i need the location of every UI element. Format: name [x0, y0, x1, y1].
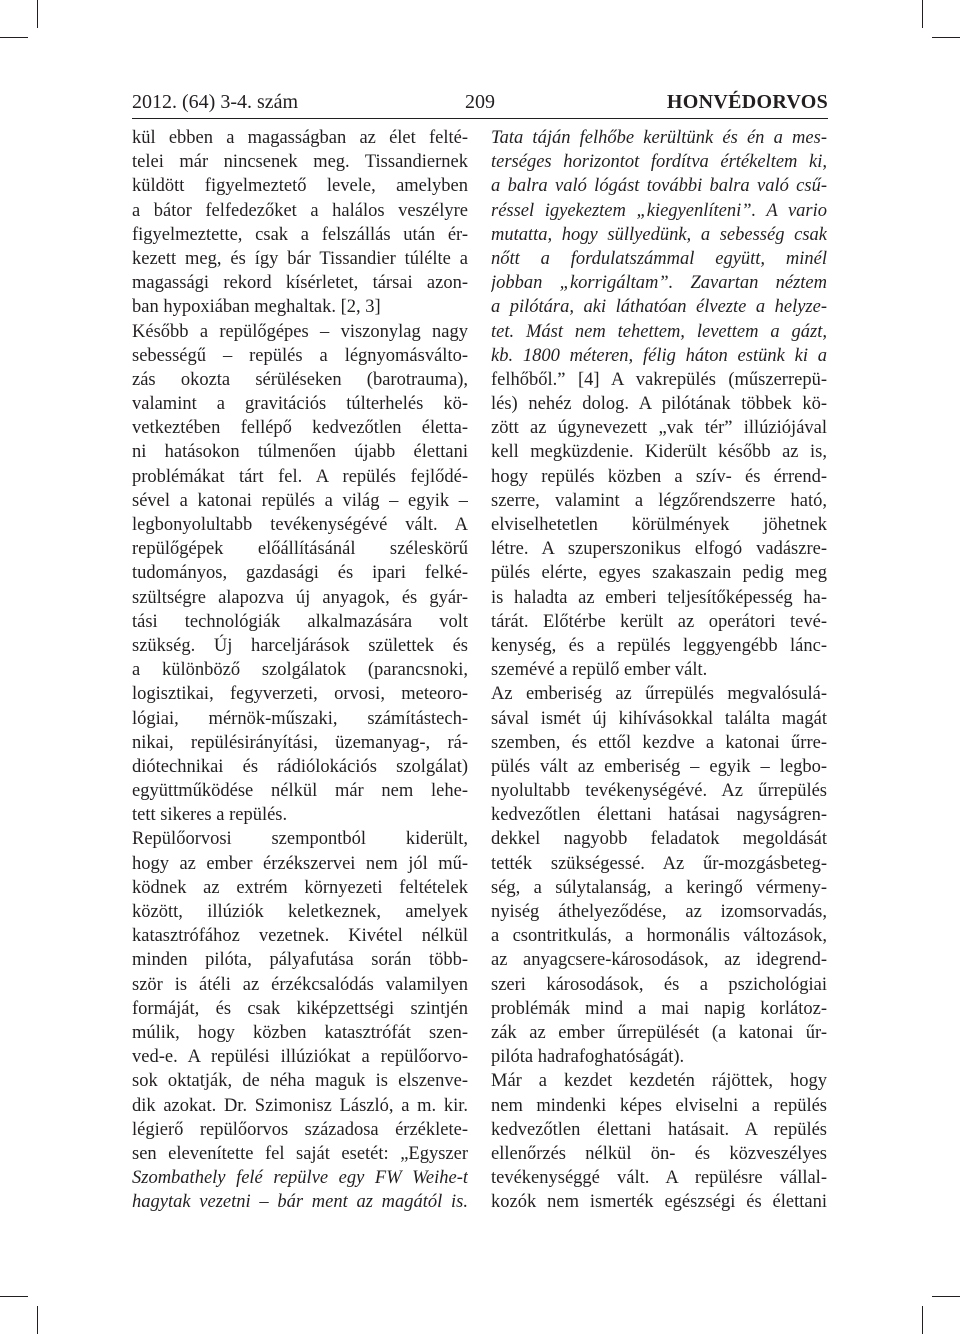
text-line: lés) nehéz dolog. A pilótának többek kö-	[491, 394, 827, 415]
text-line: hagytak vezetni – bár ment az magától is.	[132, 1192, 468, 1213]
text-line: sok oktatják, de néha maguk is elszenve-	[132, 1071, 468, 1092]
text-line: tárát. Előtérbe került az operátori tevé-	[491, 611, 827, 632]
text-line: kül ebben a magasságban az élet felté-	[132, 128, 468, 148]
text-line: létre. A szuperszonikus elfogó vadászre-	[491, 539, 827, 560]
text-line: dekkel nagyobb feladatok megoldását	[491, 829, 827, 850]
text-line: legbonyolultabb tevékenységévé vált. A	[132, 515, 468, 535]
running-head	[132, 86, 828, 118]
crop-mark	[0, 37, 28, 38]
right-column	[491, 126, 827, 1214]
text-line: réssel igyekeztem „kiegyenlíteni”. A vario	[491, 200, 827, 221]
text-line: nőtt a fordulatszámmal együtt, minél	[491, 248, 827, 269]
text-line: terséges horizontot fordítva értékeltem ki,	[491, 152, 827, 173]
text-line: felhőből.” [4] A vakrepülés (műszerrepü-	[491, 369, 827, 390]
text-line: ved-e. A repülési illúziókat a repülőorvo-	[132, 1047, 468, 1068]
text-line: sével a katonai repülés a világ – egyik –	[132, 490, 468, 511]
text-line: múlik, hogy közben katasztrófát szen-	[132, 1022, 468, 1043]
text-line: Az emberiség az űrrepülés megvalósulá-	[491, 684, 827, 705]
text-line: sával ismét új kihívásokkal találta magát	[491, 708, 827, 729]
text-line: Később a repülőgépes – viszonylag nagy	[132, 321, 468, 342]
text-line: sebességű – repülés a légnyomásválto-	[132, 345, 468, 366]
text-line: hogy az ember érzékszervei nem jól mű-	[132, 853, 468, 874]
text-line: pülés elérte, egyes szakaszain pedig meg	[491, 563, 827, 584]
text-line: figyelmeztette, csak a felszállás után ér-	[132, 224, 468, 245]
text-line: szeri károsodások, és a pszichológiai	[491, 974, 827, 995]
text-line: pülés vált az emberiség – egyik – legbo-	[491, 756, 827, 777]
text-line: tet. Mást nem tehettem, levettem a gázt,	[491, 321, 827, 342]
text-line: kezett meg, és így bár Tissandier túlélte a	[132, 248, 468, 269]
crop-mark	[37, 0, 38, 28]
text-line: Szombathely felé repülve egy FW Weihe-t	[132, 1168, 468, 1189]
text-line: problémákat tárt fel. A repülés fejlődé-	[132, 466, 468, 487]
text-line: Tata táján felhőbe kerültünk és én a mes-	[491, 128, 827, 148]
text-line: ban hypoxiában meghaltak. [2, 3]	[132, 297, 381, 318]
text-line: szerre, valamint a légzőrendszerre ható,	[491, 490, 827, 511]
text-line: a balra való lógást további balra való csű-	[491, 176, 827, 197]
text-line: ni hatásokon túlmenően újabb élettani	[132, 442, 468, 463]
text-line: szükség. Új harceljárások születtek és	[132, 635, 468, 656]
journal-title: HONVÉDORVOS	[666, 91, 828, 113]
crop-mark	[932, 37, 960, 38]
text-line: formáját, és csak kiképzettségi szintjén	[132, 998, 468, 1019]
header-rule	[132, 118, 828, 119]
text-line: a bátor felfedezőket a halálos veszélyre	[132, 200, 468, 221]
text-line: szemben, és ettől kezdve a katonai űrre-	[491, 732, 827, 753]
text-line: katasztrófához vezetnek. Kivétel nélkül	[132, 926, 468, 947]
text-line: ködnek az extrém környezeti feltételek	[132, 877, 468, 898]
text-line: valamint a gravitációs túlterhelés kö-	[132, 394, 468, 415]
left-column	[132, 126, 468, 1214]
text-line: lógiai, mérnök-műszaki, számítástech-	[132, 708, 468, 729]
text-line: légierő repülőorvos századosa érzéklete-	[132, 1119, 468, 1140]
page-number: 209	[465, 91, 495, 113]
crop-mark	[37, 1306, 38, 1334]
text-line: hogy repülés közben a szív- és érrend-	[491, 466, 827, 487]
text-line: tevékenységgé vált. A repülésre vállal-	[491, 1168, 827, 1189]
text-line: között, illúziók keletkeznek, amelyek	[132, 902, 468, 922]
text-line: jobban „korrigáltam”. Zavartan néztem	[491, 273, 827, 294]
text-line: küldött figyelmeztető levele, amelyben	[132, 176, 468, 197]
text-line: mutatta, hogy süllyedünk, a sebesség csak	[491, 224, 827, 245]
text-line: minden pilóta, pályafutása során több-	[132, 950, 468, 971]
text-line: kell megküzdenie. Kiderült később az is,	[491, 442, 827, 463]
text-line: sen elevenítette fel saját esetét: „Egyszer	[132, 1143, 468, 1164]
text-line: a különböző szolgálatok (parancsnoki,	[132, 660, 468, 681]
crop-mark	[922, 1306, 923, 1334]
text-line: ség, a súlytalanság, a keringő vérmeny-	[491, 877, 827, 898]
text-line: dik azokat. Dr. Szimonisz László, a m. kir.	[132, 1095, 468, 1116]
text-line: kb. 1800 méteren, félig háton estünk ki a	[491, 345, 827, 366]
text-line: tási technológiák alkalmazására volt	[132, 611, 468, 632]
crop-mark	[932, 1296, 960, 1297]
text-line: telei már nincsenek meg. Tissandiernek	[132, 152, 468, 173]
text-line: kozók nem ismerték egészségi és élettani	[491, 1192, 827, 1213]
text-line: ellenőrzés nélkül ön- és közveszélyes	[491, 1143, 827, 1164]
text-line: zák az ember űrrepülését (a katonai űr-	[491, 1022, 827, 1043]
text-line: magassági rekord kísérletet, társai azon-	[132, 273, 468, 294]
text-line: a pilótára, aki láthatóan élvezte a helyze-	[491, 297, 827, 318]
text-line: ször is átéli az érzékcsalódás valamilyen	[132, 974, 468, 995]
text-line: nyolultabb tevékenységévé. Az űrrepülés	[491, 781, 827, 802]
text-line: tett sikeres a repülés.	[132, 805, 288, 826]
text-line: szültségre alapozva új anyagok, és gyár-	[132, 587, 468, 608]
text-line: logisztikai, fegyverzeti, orvosi, meteoro-	[132, 684, 468, 705]
text-line: kedvezőtlen élettani hatásai nagyságren-	[491, 805, 827, 826]
text-line: kenység, és a repülés leggyengébb lánc-	[491, 635, 827, 656]
text-line: zás okozta sérüléseken (barotrauma),	[132, 369, 468, 390]
crop-mark	[922, 0, 923, 28]
text-line: szemévé a repülő ember vált.	[491, 660, 708, 681]
text-line: tudományos, gazdasági és ipari felké-	[132, 563, 468, 584]
text-line: nikai, repülésirányítási, üzemanyag-, rá-	[132, 732, 468, 753]
text-line: nem mindenki képes elviselni a repülés	[491, 1095, 827, 1116]
text-line: elviselhetetlen körülmények jöhetnek	[491, 515, 827, 535]
text-line: a csontritkulás, a hormonális változások,	[491, 926, 827, 947]
text-line: diótechnikai és rádiólokációs szolgálat)	[132, 756, 468, 777]
crop-mark	[0, 1296, 28, 1297]
text-line: Már a kezdet kezdetén rájöttek, hogy	[491, 1071, 827, 1092]
text-line: az anyagcsere-károsodások, az idegrend-	[491, 950, 827, 971]
text-line: is haladta az emberi teljesítőképesség ha-	[491, 587, 827, 608]
text-line: nyiség áthelyeződése, az izomsorvadás,	[491, 902, 827, 922]
text-line: vetkeztében fellépő kedvezőtlen életta-	[132, 418, 468, 439]
text-line: zött az úgynevezett „vak tér” illúziójával	[491, 418, 827, 439]
issue-label: 2012. (64) 3-4. szám	[132, 91, 299, 113]
text-line: repülőgépek előállításánál széleskörű	[132, 539, 468, 560]
text-line: kedvezőtlen élettani hatásait. A repülés	[491, 1119, 827, 1140]
text-line: problémák mind a mai napig korlátoz-	[491, 998, 827, 1019]
text-line: együttműködése nélkül már nem lehe-	[132, 781, 468, 802]
text-line: pilóta hadrafoghatóságát).	[491, 1047, 685, 1068]
text-line: tették szükségessé. Az űr-mozgásbeteg-	[491, 853, 827, 874]
text-line: Repülőorvosi szempontból kiderült,	[132, 829, 468, 850]
